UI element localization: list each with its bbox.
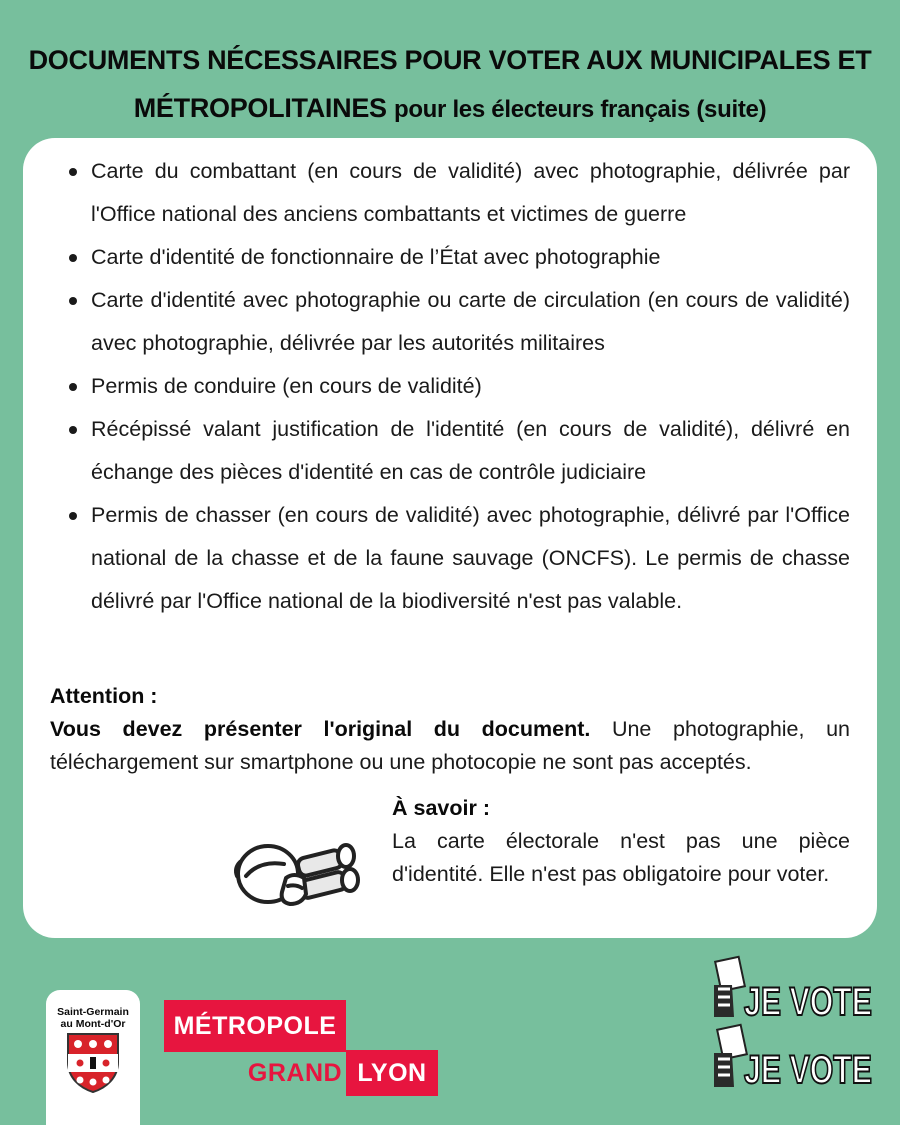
list-item: Récépissé valant justification de l'identité (en cours de validité), délivré en échange des pièces d'identité en cas de contrôle judiciaire (58, 408, 850, 494)
attention-block (50, 680, 850, 779)
list-item: Carte d'identité de fonctionnaire de l’État avec photographie (58, 236, 850, 279)
ballot-hand-icon (714, 957, 747, 1087)
list-item: Carte d'identité avec photographie ou carte de circulation (en cours de validité) avec photographie, délivrée par les autorités militaires (58, 279, 850, 365)
attention-heading: Attention : (50, 684, 158, 708)
attention-bold-text: Vous devez présenter l'original du document. (50, 717, 591, 741)
savoir-text: La carte électorale n'est pas une pièce d'identité. Elle n'est pas obligatoire pour voter. (392, 829, 850, 886)
attention-body (50, 713, 850, 779)
coat-of-arms-icon (66, 1032, 120, 1094)
saint-germain-line2: au Mont-d'Or (60, 1018, 126, 1030)
je-vote-text-2: JE VOTE (744, 1048, 872, 1092)
list-item: Permis de conduire (en cours de validité) (58, 365, 850, 408)
metropole-logo-lyon: LYON (346, 1050, 438, 1096)
title-subtitle: pour les électeurs français (suite) (393, 96, 767, 123)
metropole-logo-grand: GRAND (247, 1059, 343, 1087)
attention-text: Une photographie, un téléchargement sur smartphone ou une photocopie ne sont pas acceptés. (50, 717, 850, 774)
documents-list (58, 150, 850, 623)
je-vote-text-1: JE VOTE (744, 980, 872, 1024)
saint-germain-line1: Saint-Germain (57, 1006, 129, 1018)
saint-germain-logo (46, 990, 140, 1125)
je-vote-logo (710, 955, 878, 1097)
list-item: Permis de chasser (en cours de validité) avec photographie, délivré par l'Office national de la chasse et de la faune sauvage (ONCFS). Le permis de chasse délivré par l'Office national de la biodiversité n'est pas valable. (58, 494, 850, 623)
page-title (20, 36, 880, 134)
list-item: Carte du combattant (en cours de validité) avec photographie, délivrée par l'Office national des anciens combattants et victimes de guerre (58, 150, 850, 236)
binoculars-icon (228, 832, 358, 914)
saint-germain-name (46, 1006, 140, 1030)
savoir-heading: À savoir : (392, 796, 490, 820)
title-bold: DOCUMENTS NÉCESSAIRES POUR VOTER AUX MUNICIPALES ET MÉTROPOLITAINES (28, 45, 872, 123)
savoir-block (392, 792, 850, 891)
metropole-logo-top: MÉTROPOLE (164, 1000, 346, 1052)
